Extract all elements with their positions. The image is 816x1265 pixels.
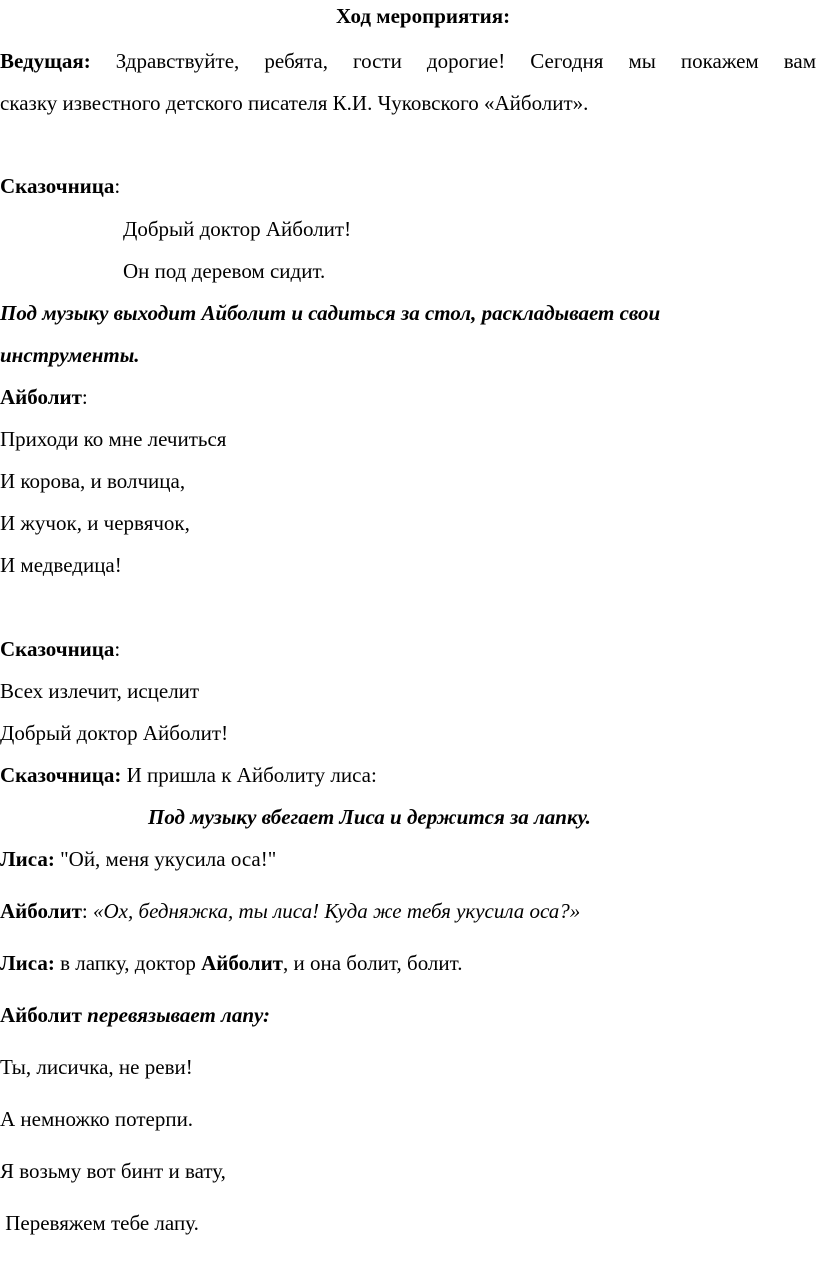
dialogue-text: И пришла к Айболиту лиса: bbox=[121, 763, 377, 787]
intro-word: дорогие! bbox=[426, 49, 506, 73]
dialogue-line bbox=[0, 953, 463, 974]
speaker-line bbox=[0, 387, 88, 408]
speaker-lisa: Лиса: bbox=[0, 847, 55, 871]
verse-line: А немножко потерпи. bbox=[0, 1107, 194, 1131]
verse-line: Приходи ко мне лечиться bbox=[0, 427, 227, 451]
verse-line: Добрый доктор Айболит! bbox=[0, 721, 229, 745]
speaker-aibolit: Айболит bbox=[0, 1003, 82, 1027]
intro-line-1 bbox=[0, 51, 816, 72]
speaker-aibolit: Айболит bbox=[0, 899, 82, 923]
intro-word: вам bbox=[783, 49, 816, 73]
verse-line: И медведица! bbox=[0, 553, 122, 577]
colon: : bbox=[114, 174, 121, 198]
intro-word: ребята, bbox=[264, 49, 328, 73]
speaker-line bbox=[0, 639, 120, 660]
character-name: Айболит bbox=[201, 951, 283, 975]
intro-line-2: сказку известного детского писателя К.И. Чуковского «Айболит». bbox=[0, 91, 589, 115]
dialogue-line bbox=[0, 901, 580, 922]
speaker-vedushchaya: Ведущая: bbox=[0, 49, 91, 73]
stage-direction: Под музыку выходит Айболит и садиться за стол, раскладывает свои bbox=[0, 301, 661, 325]
speaker-line bbox=[0, 176, 120, 197]
verse-line: Перевяжем тебе лапу. bbox=[0, 1211, 199, 1235]
verse-line: Я возьму вот бинт и вату, bbox=[0, 1159, 226, 1183]
stage-direction: перевязывает лапу: bbox=[81, 1003, 271, 1027]
intro-word: Здравствуйте, bbox=[115, 49, 240, 73]
colon: : bbox=[81, 385, 88, 409]
dialogue-line bbox=[0, 1005, 270, 1026]
dialogue-text: "Ой, меня укусила оса!" bbox=[54, 847, 277, 871]
speaker-skazochnitsa: Сказочница bbox=[0, 637, 115, 661]
speaker-lisa: Лиса: bbox=[0, 951, 55, 975]
intro-word: мы bbox=[628, 49, 656, 73]
speaker-skazochnitsa: Сказочница bbox=[0, 174, 115, 198]
colon: : bbox=[114, 637, 121, 661]
dialogue-text: , и она болит, болит. bbox=[283, 951, 463, 975]
verse-line: Всех излечит, исцелит bbox=[0, 679, 200, 703]
stage-direction: Под музыку вбегает Лиса и держится за лапку. bbox=[148, 805, 591, 829]
document-heading: Ход мероприятия: bbox=[336, 4, 511, 28]
dialogue-line bbox=[0, 849, 276, 870]
intro-word: гости bbox=[353, 49, 402, 73]
intro-word: Сегодня bbox=[530, 49, 604, 73]
intro-word: покажем bbox=[680, 49, 759, 73]
stage-direction: инструменты. bbox=[0, 343, 140, 367]
dialogue-text: в лапку, доктор bbox=[54, 951, 202, 975]
verse-line: Добрый доктор Айболит! bbox=[123, 217, 352, 241]
dialogue-text: «Ох, бедняжка, ты лиса! Куда же тебя укусила оса?» bbox=[93, 899, 581, 923]
verse-line: И корова, и волчица, bbox=[0, 469, 186, 493]
verse-line: И жучок, и червячок, bbox=[0, 511, 190, 535]
speaker-aibolit: Айболит bbox=[0, 385, 82, 409]
verse-line: Ты, лисичка, не реви! bbox=[0, 1055, 193, 1079]
dialogue-line bbox=[0, 765, 377, 786]
verse-line: Он под деревом сидит. bbox=[123, 259, 326, 283]
colon: : bbox=[81, 899, 94, 923]
speaker-skazochnitsa: Сказочница: bbox=[0, 763, 122, 787]
